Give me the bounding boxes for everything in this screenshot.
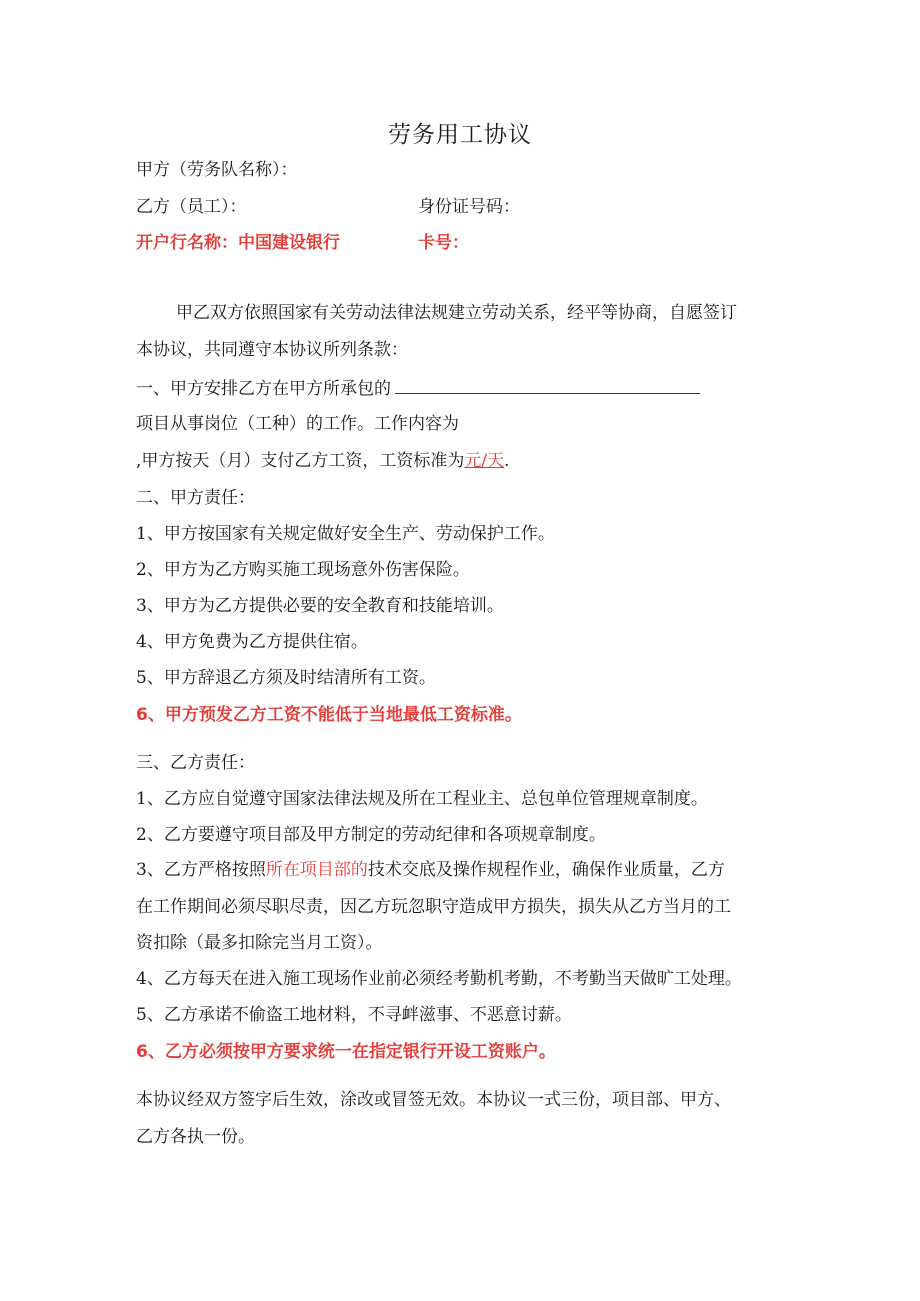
section-3-heading: 三、乙方责任： (136, 753, 255, 773)
party-b-duty-3 (136, 858, 725, 882)
wage-text: ,甲方按天（月）支付乙方工资，工资标准为 (136, 451, 465, 471)
party-b-duty-5: 5、乙方承诺不偷盗工地材料，不寻衅滋事、不恶意讨薪。 (136, 1005, 572, 1025)
party-a-duty-3: 3、甲方为乙方提供必要的安全教育和技能培训。 (136, 596, 504, 616)
party-b-duty-3-line-3: 资扣除（最多扣除完当月工资）。 (136, 933, 383, 953)
id-number-label: 身份证号码： (418, 197, 520, 217)
party-b-duty-4: 4、乙方每天在进入施工现场作业前必须经考勤机考勤，不考勤当天做旷工处理。 (136, 969, 742, 989)
document-title: 劳务用工协议 (388, 122, 532, 148)
intro-line-2: 本协议，共同遵守本协议所列条款： (136, 340, 408, 360)
party-b-duty-2: 2、乙方要遵守项目部及甲方制定的劳动纪律和各项规章制度。 (136, 825, 606, 845)
section-1-line-3 (136, 449, 510, 473)
wage-unit: 元/天 (464, 451, 505, 471)
party-a-duty-6: 6、甲方预发乙方工资不能低于当地最低工资标准。 (136, 705, 522, 725)
bank-name-line: 开户行名称：中国建设银行 (136, 233, 340, 253)
duty-3-highlight: 所在项目部的 (265, 860, 368, 880)
party-a-duty-1: 1、甲方按国家有关规定做好安全生产、劳动保护工作。 (136, 524, 555, 544)
card-number-label: 卡号： (418, 233, 469, 253)
party-a-line: 甲方（劳务队名称）： (136, 160, 298, 180)
duty-3-post: 技术交底及操作规程作业，确保作业质量，乙方 (367, 860, 725, 880)
party-a-duty-4: 4、甲方免费为乙方提供住宿。 (136, 632, 368, 652)
closing-line-2: 乙方各执一份。 (136, 1127, 255, 1147)
section-2-heading: 二、甲方责任： (136, 488, 255, 508)
party-b-duty-6: 6、乙方必须按甲方要求统一在指定银行开设工资账户。 (136, 1042, 556, 1062)
section-1-line-2: 项目从事岗位（工种）的工作。工作内容为 (136, 414, 459, 434)
party-a-duty-5: 5、甲方辞退乙方须及时结清所有工资。 (136, 668, 436, 688)
project-blank (395, 375, 700, 394)
party-b-duty-3-line-2: 在工作期间必须尽职尽责，因乙方玩忽职守造成甲方损失，损失从乙方当月的工 (136, 897, 731, 917)
section-1-line-1 (136, 375, 700, 401)
party-b-duty-1: 1、乙方应自觉遵守国家法律法规及所在工程业主、总包单位管理规章制度。 (136, 789, 708, 809)
section-1-text: 一、甲方安排乙方在甲方所承包的 (136, 379, 391, 399)
wage-end: . (504, 451, 510, 471)
party-a-duty-2: 2、甲方为乙方购买施工现场意外伤害保险。 (136, 560, 470, 580)
party-b-line: 乙方（员工）： (136, 197, 247, 217)
closing-line-1: 本协议经双方签字后生效，涂改或冒签无效。本协议一式三份，项目部、甲方、 (136, 1090, 731, 1110)
duty-3-pre: 3、乙方严格按照 (136, 860, 266, 880)
intro-line-1: 甲乙双方依照国家有关劳动法律法规建立劳动关系，经平等协商，自愿签订 (176, 303, 737, 323)
